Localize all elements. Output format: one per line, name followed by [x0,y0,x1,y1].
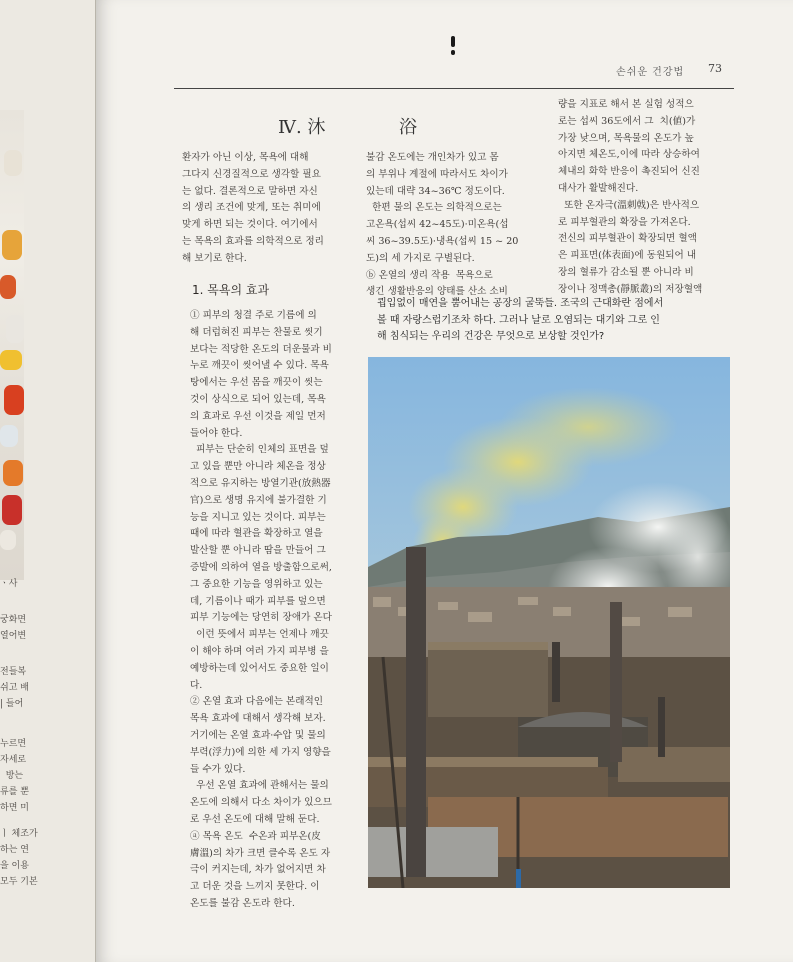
prev-page-text: 누르면 자세로 방는 류를 뿐 하면 미 [0,739,29,813]
running-title: 손쉬운 건강법 [616,67,685,78]
pill-capsule [0,275,16,299]
header-rule [174,88,734,89]
intro-text: 환자가 아닌 이상, 목욕에 대해 그다지 신경질적으로 생각할 필요 는 없다. 결론적으로 말하면 자신 의 생리 조건에 맞게, 또는 취미에 맞게 하면 되는 것이다. 여기에서 는 목욕의 효과를 의학적으로 정리 해 보기로 한다. [182,152,324,264]
pill-capsule [0,425,18,447]
caption-text: 쾹입없이 매연을 뿜어내는 공장의 굴뚝들. 조국의 근대화란 점에서 볼 때 자랑스럽기조차 하다. 그러나 날로 오염되는 대기와 그로 인 해 침식되는 우리의 건강은 무엇으로 보상할 것인가? [377,298,664,342]
pill-capsule [0,350,22,370]
column-3-top [558,97,702,299]
pill-capsule [2,495,22,525]
column-2-top [366,150,518,301]
photo-caption [377,296,757,346]
prev-page-text: ㆍ사 [0,579,18,589]
factory-smokestacks-photo [368,357,730,888]
pill-capsule [2,230,22,260]
pill-capsule [0,530,16,550]
chimney [658,697,665,757]
chimney [610,602,622,762]
chapter-heading-2: 浴 [399,117,417,138]
prev-page-text: 궁화면 열어변 [0,615,27,641]
section-body [190,308,332,913]
section-heading: 1. 목욕의 효과 [192,283,270,297]
book-page [96,0,793,962]
section-body-text: ① 피부의 청결 주로 기름에 의 해 더럽혀진 피부는 찬물로 씻기 보다는 적당한 온도의 더운물과 비 누로 깨끗이 씻어낼 수 있다. 목욕 탕에서는 우선 몸을 깨끗이 씻는 것이 상식으로 되어 있는데, 목욕 의 효과로 우선 이것을 제일 먼저 들어야 한다. 피부는 단순히 인체의 표면을 덮 고 있을 뿐만 아니라 체온을 정상 적으로 유지하는 방열기관(放熱器 官)으로 생명 유지에 불가결한 기 능을 지니고 있는 것이다. 피부는 때에 따라 혈관을 확장하고 열을 발산할 뿐 아니라 땀을 만들어 그 증발에 의하여 열을 방출함으로써, 그 중요한 기능을 영위하고 있는 데, 기름이나 때가 피부를 덮으면 피부 기능에는 당연히 장애가 온다 이런 뜻에서 피부는 언제나 깨끗 이 해야 하며 여러 가지 피부병 을 예방하는데 있어서도 중요한 일이 다. ② 온열 효과 다음에는 본래적인 목욕 효과에 대해서 생각해 보자. 거기에는 온열 효과·수압 및 물의 부력(浮力)에 의한 세 가지 영향을 들 수가 있다. 우선 온열 효과에 관해서는 물의 온도에 의해서 다소 차이가 있으므 로 우선 온도에 대해 말해 둔다. ⓐ 목욕 온도 수온과 피부온(皮 膚溫)의 차가 크면 클수록 온도 자 극이 커지는데, 차가 없어지면 차 고 더운 것을 느끼지 못한다. 이 온도를 불감 온도라 한다. [190,310,332,909]
chimney [406,547,426,877]
pill-capsule [3,460,23,486]
column-2-text: 불감 온도에는 개인차가 있고 몸 의 부위나 계절에 따라서도 차이가 있는데 대략 34~36℃ 정도이다. 한편 물의 온도는 의학적으로는 고온욕(섭씨 42~45도)·미온욕(섭 씨 36~39.5도)·냉욕(섭씨 15 ~ 20 도)의 세 가지로 구별된다. ⓑ 온열의 생리 작용 목욕으로 생긴 생활반응의 양태를 산소 소비 [366,152,519,298]
page-number: 73 [708,62,722,75]
pill-capsule [4,385,24,415]
previous-page [0,0,96,962]
pills-photo-strip [0,110,24,580]
ink-mark [450,36,455,56]
pill-capsule [4,150,22,176]
prev-page-text: 전들복 쉬고 배 | 들어 [0,667,29,709]
column-3-text: 량을 지표로 해서 본 실험 성적으 로는 섭씨 36도에서 그 치(値)가 가장 낮으며, 목욕물의 온도가 높 아지면 체온도,이에 따라 상승하여 체내의 화학 반응이 촉진되어 신진 대사가 활발해진다. 또한 온자극(溫刺戟)은 반사적으 로 피부혈관의 확장을 가져온다. 전신의 피부혈관이 확장되면 혈액 은 피표면(体表面)에 동원되어 내 장의 혈류가 감소될 뿐 아니라 비 장이나 정맥총(靜脈叢)의 저장혈액 [558,99,703,295]
chapter-heading: Ⅳ. 沐 [278,117,326,138]
pill-capsule [6,315,24,343]
intro-paragraph [182,150,324,268]
prev-page-text: ㅣ 체조가 하는 연 을 이용 모두 기본 [0,829,38,887]
chimney [552,642,560,702]
